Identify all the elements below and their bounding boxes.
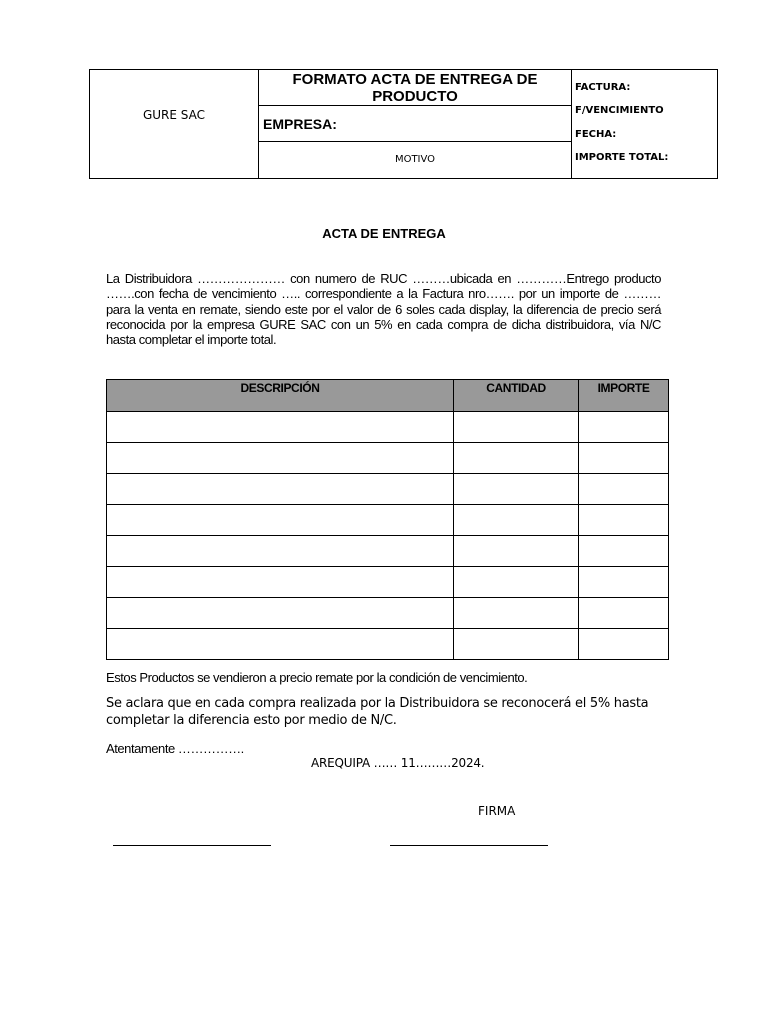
table-cell — [579, 567, 669, 598]
company-name: GURE SAC — [90, 70, 259, 178]
motivo-label: MOTIVO — [394, 154, 436, 165]
table-cell — [579, 505, 669, 536]
table-row — [107, 567, 669, 598]
table-cell — [579, 536, 669, 567]
table-cell — [579, 443, 669, 474]
table-row — [107, 536, 669, 567]
table-cell — [454, 567, 579, 598]
acta-title: ACTA DE ENTREGA — [322, 226, 446, 241]
table-cell — [107, 412, 454, 443]
items-table — [106, 379, 669, 660]
table-row — [107, 443, 669, 474]
column-header: CANTIDAD — [454, 380, 579, 412]
table-body — [107, 412, 669, 660]
table-row — [107, 505, 669, 536]
table-cell — [107, 629, 454, 660]
table-row — [107, 598, 669, 629]
place-date: AREQUIPA …… 11………2024. — [311, 756, 485, 770]
table-cell — [454, 443, 579, 474]
signature-line-left — [113, 845, 271, 846]
vencimiento-label: F/VENCIMIENTO — [575, 105, 664, 116]
table-cell — [107, 443, 454, 474]
table-cell — [454, 412, 579, 443]
form-title: FORMATO ACTA DE ENTREGA DE PRODUCTO — [259, 70, 571, 106]
table-row — [107, 474, 669, 505]
table-cell — [579, 412, 669, 443]
table-cell — [107, 567, 454, 598]
table-header-row — [107, 380, 669, 412]
table-row — [107, 629, 669, 660]
empresa-label: EMPRESA: — [259, 106, 571, 142]
fecha-label: FECHA: — [575, 129, 617, 140]
table-cell — [454, 536, 579, 567]
signature-line-right — [390, 845, 548, 846]
closing-text: Atentamente ……………. — [106, 741, 244, 756]
table-cell — [454, 629, 579, 660]
table-cell — [579, 474, 669, 505]
table-cell — [107, 474, 454, 505]
table-cell — [454, 598, 579, 629]
table-cell — [454, 505, 579, 536]
table-cell — [454, 474, 579, 505]
table-cell — [579, 629, 669, 660]
factura-label: FACTURA: — [575, 82, 631, 93]
table-cell — [107, 536, 454, 567]
importe-total-label: IMPORTE TOTAL: — [575, 152, 669, 163]
column-header: IMPORTE — [579, 380, 669, 412]
table-row — [107, 412, 669, 443]
firma-label: FIRMA — [478, 804, 516, 818]
body-paragraph: La Distribuidora ………………… con numero de RUC ………ubicada en …………Entrego producto …….con fecha de vencimiento ….. correspondiente a la Factura nro……. por un importe de ……… para la venta en remate, siendo este por el valor de 6 soles cada display, la diferencia de precio será reconocida por la empresa GURE SAC con un 5% en cada compra de dicha distribuidora, vía N/C hasta completar el importe total. — [106, 271, 661, 348]
table-cell — [107, 598, 454, 629]
header-middle — [259, 70, 572, 178]
column-header: DESCRIPCIÓN — [107, 380, 454, 412]
table-cell — [579, 598, 669, 629]
note-nc: Se aclara que en cada compra realizada por la Distribuidora se reconocerá el 5% hasta completar la diferencia esto por medio de N/C. — [106, 696, 649, 728]
note-remate: Estos Productos se vendieron a precio remate por la condición de vencimiento. — [106, 670, 528, 685]
header-right — [571, 70, 718, 178]
header-box — [89, 69, 718, 179]
table-cell — [107, 505, 454, 536]
